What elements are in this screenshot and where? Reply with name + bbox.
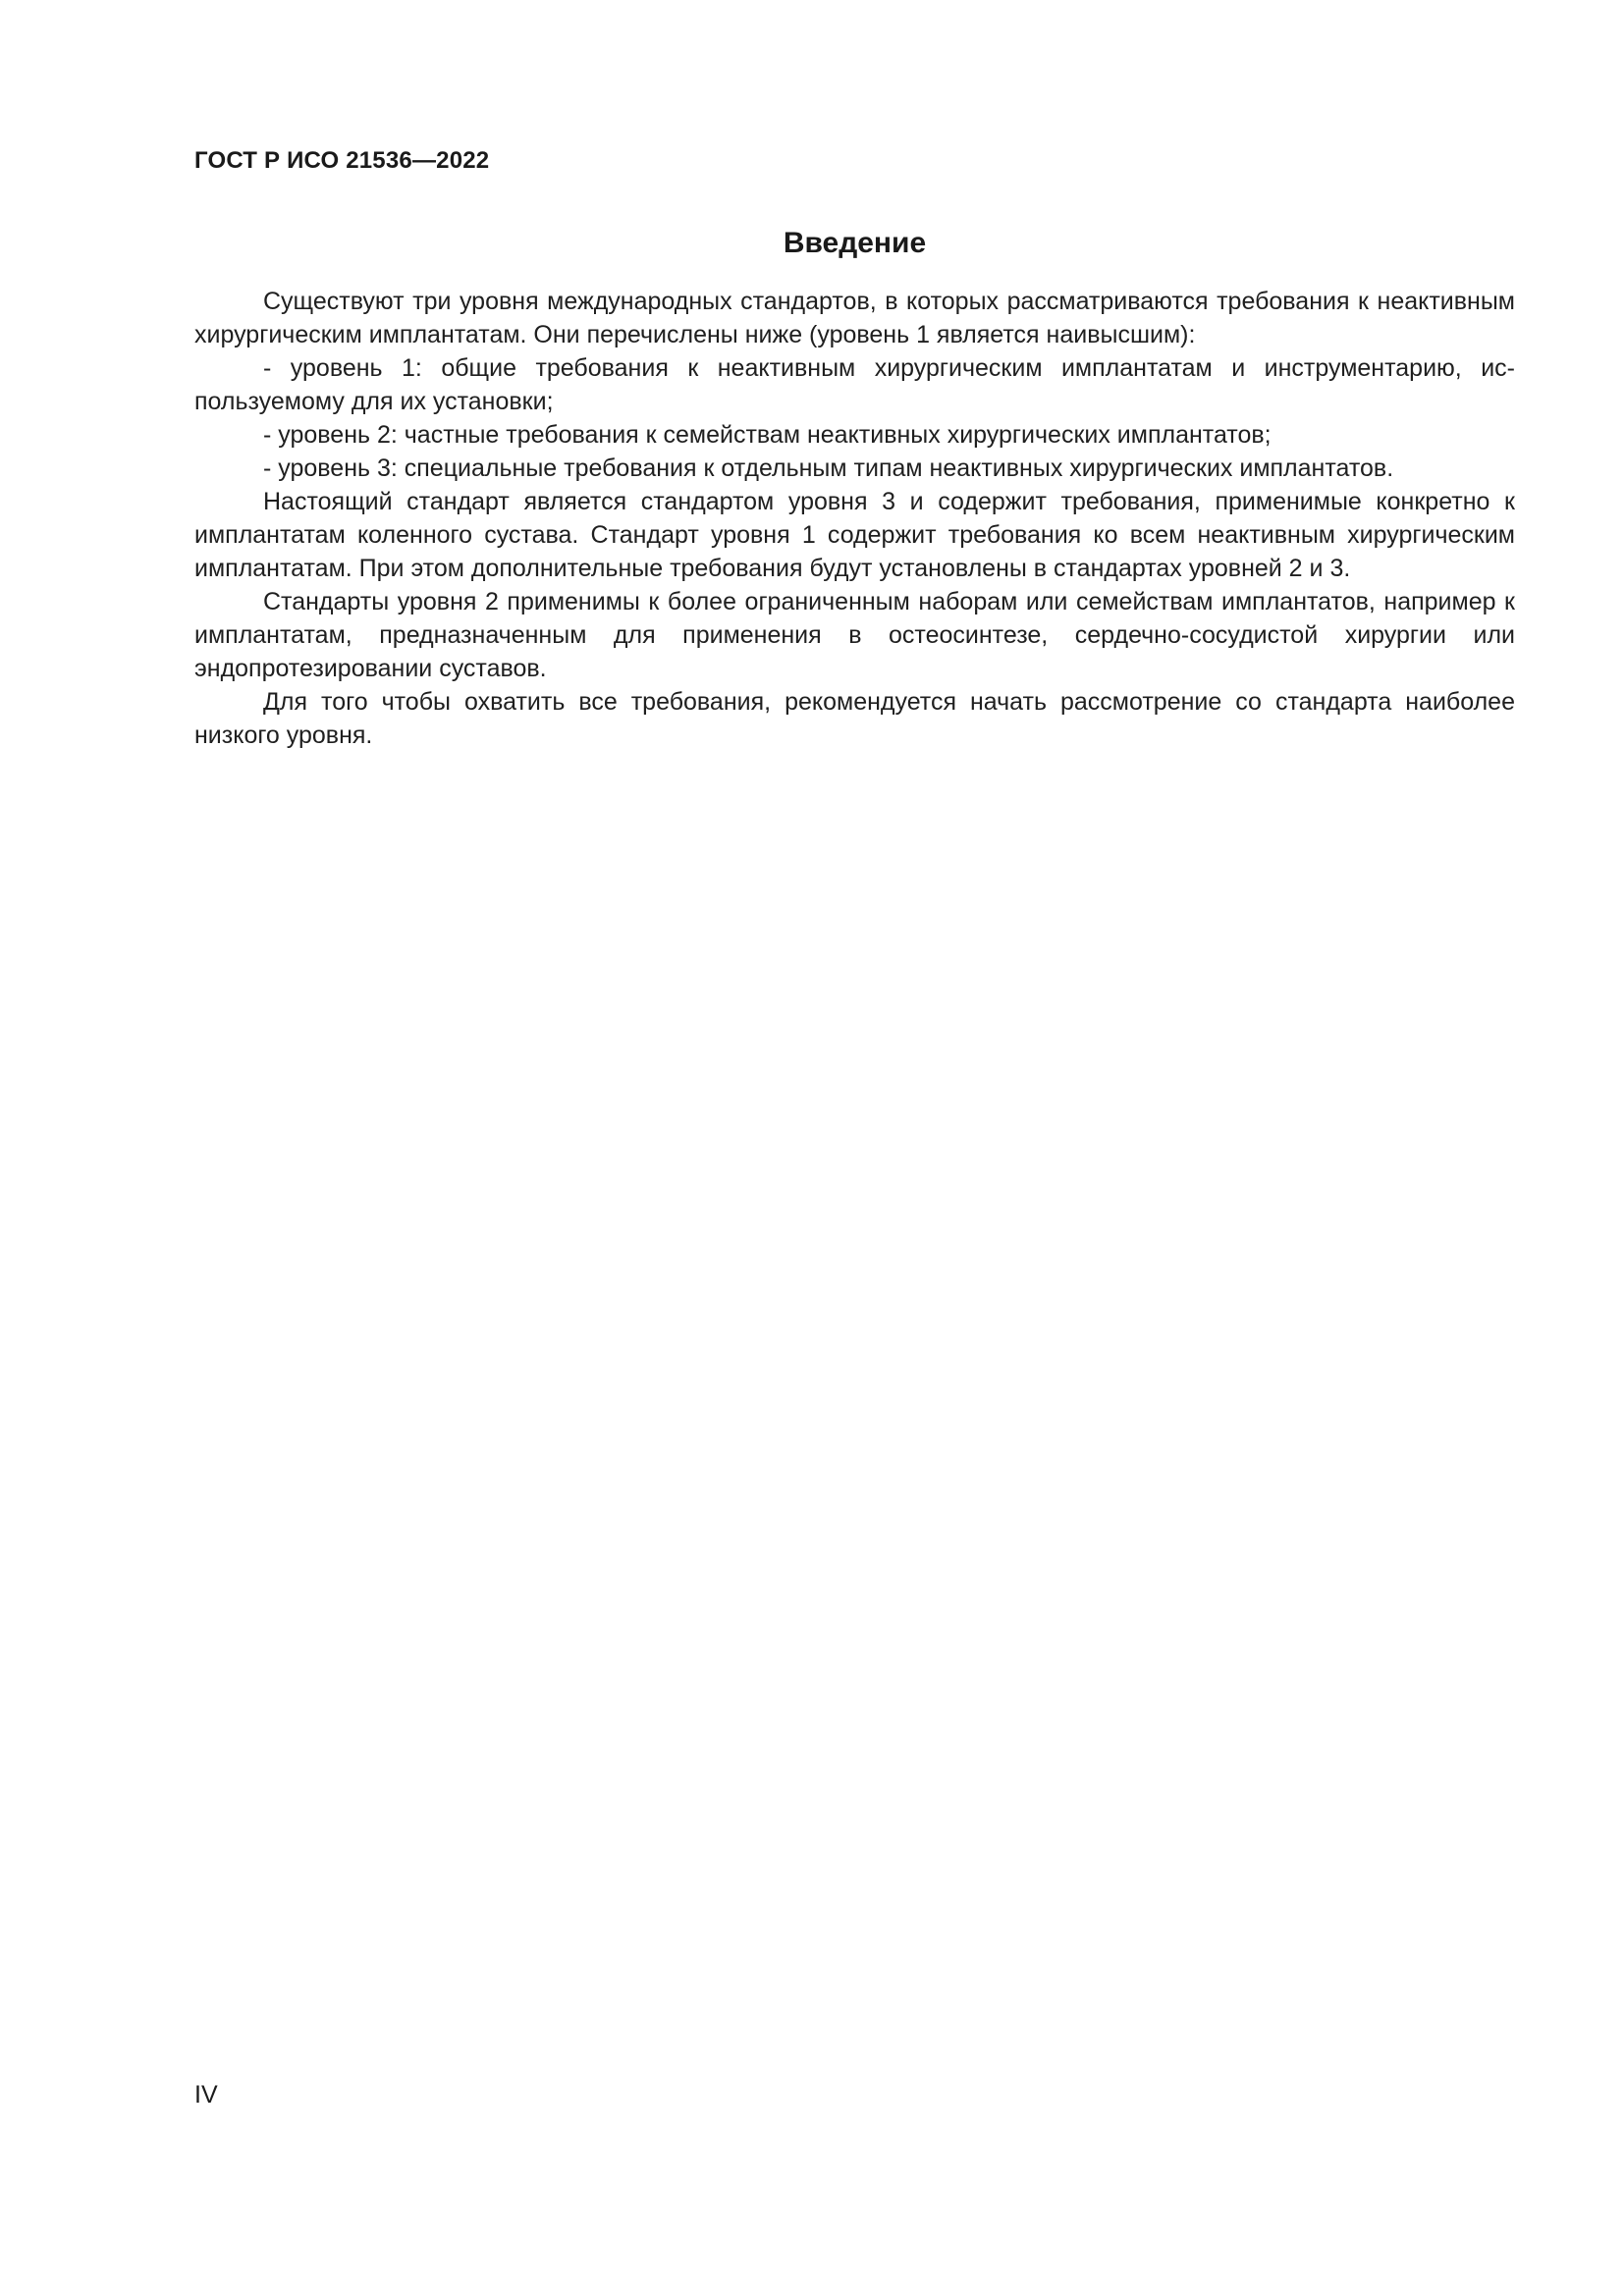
list-item-level-2: - уровень 2: частные требования к семействам неактивных хирургических имплантатов; [263, 421, 1272, 449]
paragraph-recommendation: Для того чтобы охватить все требования, рекомендуется начать рассмотрение со стандарта наиболее низкого уровня. [194, 688, 1515, 749]
section-title: Введение [783, 227, 927, 259]
list-item-level-1: - уровень 1: общие требования к неактивным хирургическим имплантатам и инструментарию, используемому для их установки; [194, 354, 1515, 415]
document-code-header: ГОСТ Р ИСО 21536—2022 [194, 147, 490, 174]
page-number: IV [194, 2081, 218, 2109]
paragraph-level-2-standards: Стандарты уровня 2 применимы к более ограниченным наборам или семействам имплантатов, например к имплантатам, предназначенным для применения в остеосинтезе, сердечно-сосудистой хирургии или эндопротезировании суставов. [194, 588, 1515, 682]
list-item-level-3: - уровень 3: специальные требования к отдельным типам неактивных хирургических имплантатов. [263, 454, 1394, 482]
introduction-body [194, 285, 1515, 752]
paragraph-intro: Существуют три уровня международных стандартов, в которых рассматриваются требования к неактивным хирургическим имплантатам. Они перечислены ниже (уровень 1 является наивысшим): [194, 288, 1515, 348]
paragraph-level-3-standard: Настоящий стандарт является стандартом уровня 3 и содержит требования, применимые конкретно к имплантатам коленного сустава. Стандарт уровня 1 содержит требования ко всем неактивным хирургическим имплантатам. При этом дополнительные требования будут установлены в стандартах уровней 2 и 3. [194, 488, 1515, 582]
